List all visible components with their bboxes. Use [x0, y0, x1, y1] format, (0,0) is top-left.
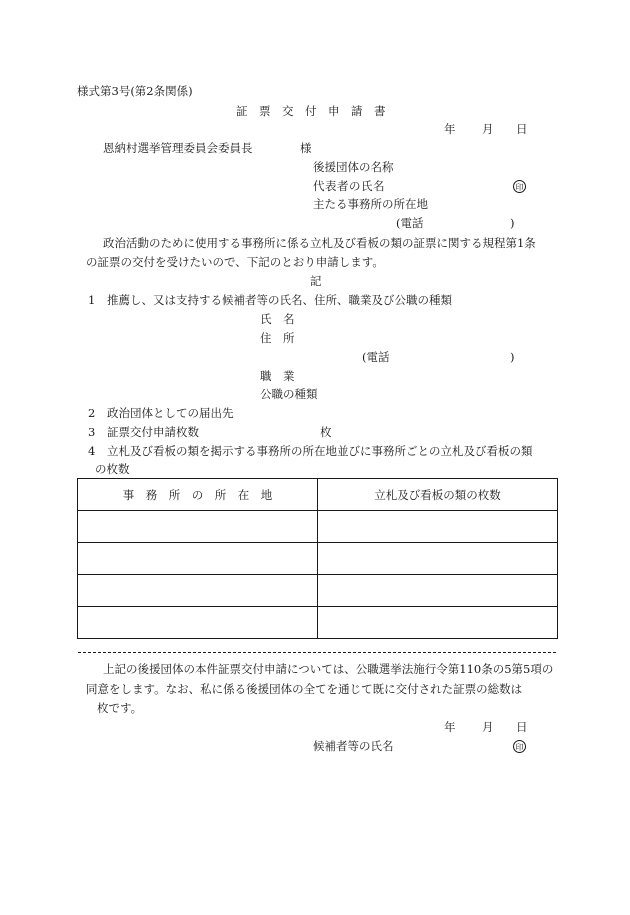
- date-day: 日: [516, 122, 528, 136]
- group-name-label: 後援団体の名称: [313, 160, 394, 174]
- applicant-phone-close: ): [510, 216, 515, 230]
- candidate-address-label: 住 所: [260, 331, 295, 345]
- seal-mark: 印: [513, 180, 526, 193]
- item-3-number: 3: [88, 425, 96, 439]
- seal-mark-2: 印: [513, 740, 526, 753]
- item-2-number: 2: [88, 406, 96, 420]
- body-text-line-2: の証票の交付を受けたいので、下記のとおり申請します。: [86, 255, 384, 269]
- table-cell[interactable]: [318, 575, 558, 607]
- item-1-text: 推薦し、又は支持する候補者等の氏名、住所、職業及び公職の種類: [107, 293, 452, 307]
- dashed-divider: [78, 652, 556, 653]
- header-signboard-count: 立札及び看板の類の枚数: [318, 479, 558, 511]
- ki-heading: 記: [310, 274, 322, 288]
- table-cell[interactable]: [78, 543, 318, 575]
- addressee: 恩納村選挙管理委員会委員長: [103, 141, 253, 155]
- consent-line-2: 同意をします。なお、私に係る後援団体の全てを通じて既に交付された証票の総数は: [86, 682, 523, 696]
- item-4-number: 4: [88, 444, 96, 458]
- item-4-text-line-2: の枚数: [95, 462, 130, 476]
- date2-month: 月: [482, 720, 494, 734]
- table-row: [78, 511, 558, 543]
- body-text-line-1: 政治活動のために使用する事務所に係る立札及び看板の類の証票に関する規程第1条: [103, 236, 536, 250]
- office-type-label: 公職の種類: [260, 387, 318, 401]
- document-title: 証 票 交 付 申 請 書: [236, 104, 386, 118]
- table-header-row: [78, 479, 558, 511]
- item-3-unit: 枚: [320, 425, 332, 439]
- table-cell[interactable]: [78, 575, 318, 607]
- office-signboard-table: [77, 478, 558, 639]
- item-4-text-line-1: 立札及び看板の類を掲示する事務所の所在地並びに事務所ごとの立札及び看板の類: [107, 444, 533, 458]
- date-month: 月: [482, 122, 494, 136]
- date2-day: 日: [516, 720, 528, 734]
- table-cell[interactable]: [78, 607, 318, 639]
- candidate-phone-open: (電話: [362, 350, 390, 364]
- table-cell[interactable]: [78, 511, 318, 543]
- consent-line-1: 上記の後援団体の本件証票交付申請については、公職選挙法施行令第110条の5第5項の: [103, 662, 554, 676]
- table-cell[interactable]: [318, 511, 558, 543]
- date2-year: 年: [444, 720, 456, 734]
- header-office-address: 事 務 所 の 所 在 地: [78, 479, 318, 511]
- occupation-label: 職 業: [260, 369, 295, 383]
- item-2-text: 政治団体としての届出先: [107, 406, 234, 420]
- candidate-name-label: 氏 名: [260, 312, 295, 326]
- form-number: 様式第3号(第2条関係): [77, 84, 193, 98]
- honorific: 様: [300, 141, 312, 155]
- item-1-number: 1: [88, 293, 96, 307]
- representative-label: 代表者の氏名: [313, 179, 385, 193]
- table-row: [78, 607, 558, 639]
- date-year: 年: [444, 122, 456, 136]
- office-address-label: 主たる事務所の所在地: [313, 197, 428, 211]
- table-cell[interactable]: [318, 543, 558, 575]
- candidate-signature-label: 候補者等の氏名: [313, 739, 394, 753]
- table-row: [78, 575, 558, 607]
- applicant-phone-open: (電話: [396, 216, 424, 230]
- candidate-phone-close: ): [510, 350, 515, 364]
- consent-line-3: 枚です。: [97, 701, 143, 715]
- table-row: [78, 543, 558, 575]
- table-cell[interactable]: [318, 607, 558, 639]
- item-3-text: 証票交付申請枚数: [107, 425, 199, 439]
